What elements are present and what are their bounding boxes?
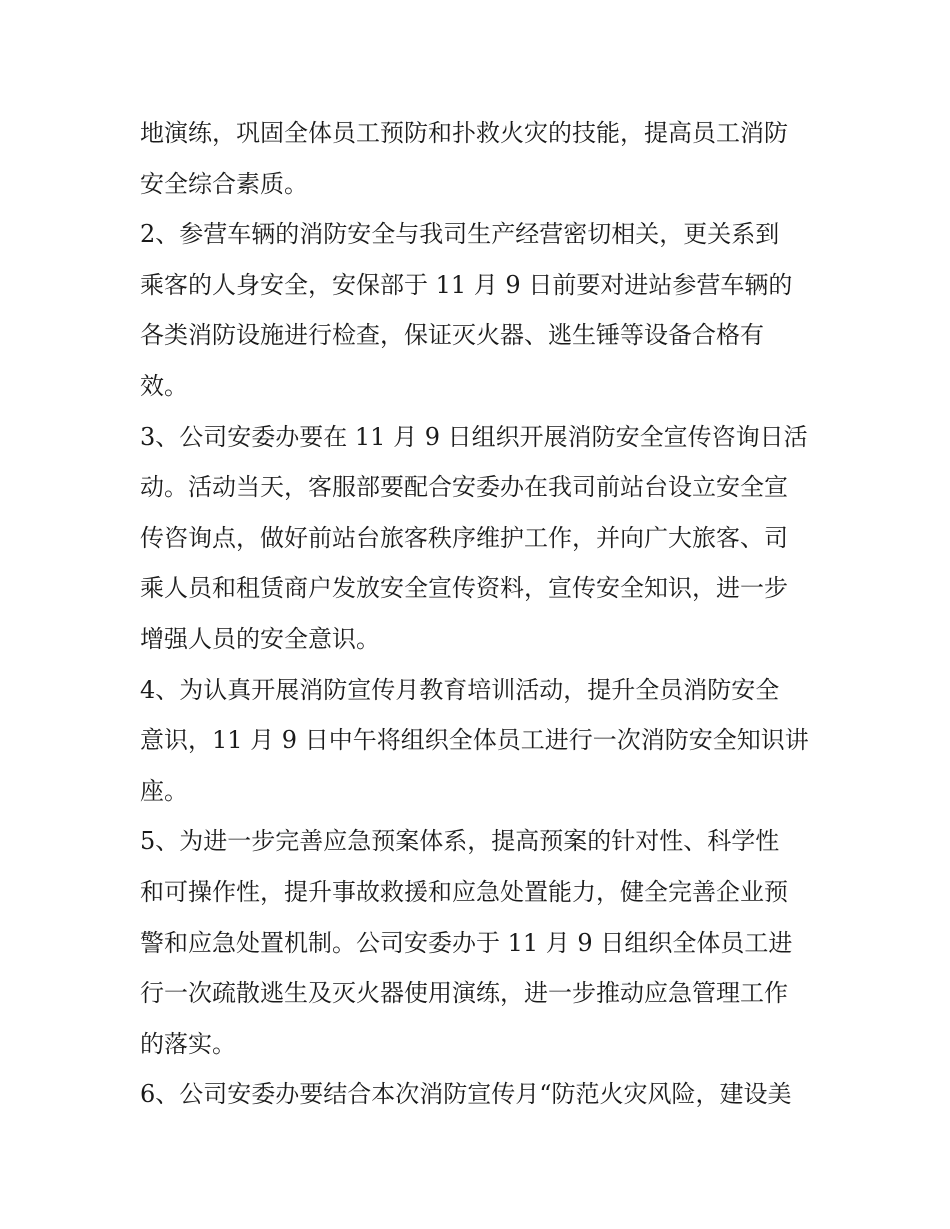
- text-line: 传咨询点，做好前站台旅客秩序维护工作，并向广大旅客、司: [140, 523, 788, 552]
- document-body: [140, 108, 820, 1120]
- text-line: 5、为进一步完善应急预案体系，提高预案的针对性、科学性: [140, 827, 780, 856]
- text-line: 意识，11 月 9 日中午将组织全体员工进行一次消防安全知识讲: [140, 726, 809, 755]
- text-line: 增强人员的安全意识。: [140, 624, 380, 653]
- text-line: 6、公司安委办要结合本次消防宣传月“防范火灾风险，建设美: [140, 1080, 792, 1109]
- text-line: 乘客的人身安全，安保部于 11 月 9 日前要对进站参营车辆的: [140, 270, 793, 299]
- text-line: 乘人员和租赁商户发放安全宣传资料，宣传安全知识，进一步: [140, 574, 788, 603]
- text-line: 各类消防设施进行检查，保证灭火器、逃生锤等设备合格有: [140, 321, 764, 350]
- text-line: 动。活动当天，客服部要配合安委办在我司前站台设立安全宣: [140, 473, 788, 502]
- text-line: 4、为认真开展消防宣传月教育培训活动，提升全员消防安全: [140, 675, 780, 704]
- text-line: 警和应急处置机制。公司安委办于 11 月 9 日组织全体员工进: [140, 928, 793, 957]
- text-line: 2、参营车辆的消防安全与我司生产经营密切相关，更关系到: [140, 220, 780, 249]
- text-line: 行一次疏散逃生及灭火器使用演练，进一步推动应急管理工作: [140, 979, 788, 1008]
- text-line: 地演练，巩固全体员工预防和扑救火灾的技能，提高员工消防: [140, 119, 788, 147]
- text-line: 效。: [140, 371, 188, 400]
- text-line: 的落实。: [140, 1029, 236, 1058]
- text-line: 座。: [140, 776, 188, 805]
- text-line: 安全综合素质。: [140, 169, 308, 198]
- text-line: 3、公司安委办要在 11 月 9 日组织开展消防安全宣传咨询日活: [140, 422, 808, 451]
- text-line: 和可操作性，提升事故救援和应急处置能力，健全完善企业预: [140, 877, 788, 906]
